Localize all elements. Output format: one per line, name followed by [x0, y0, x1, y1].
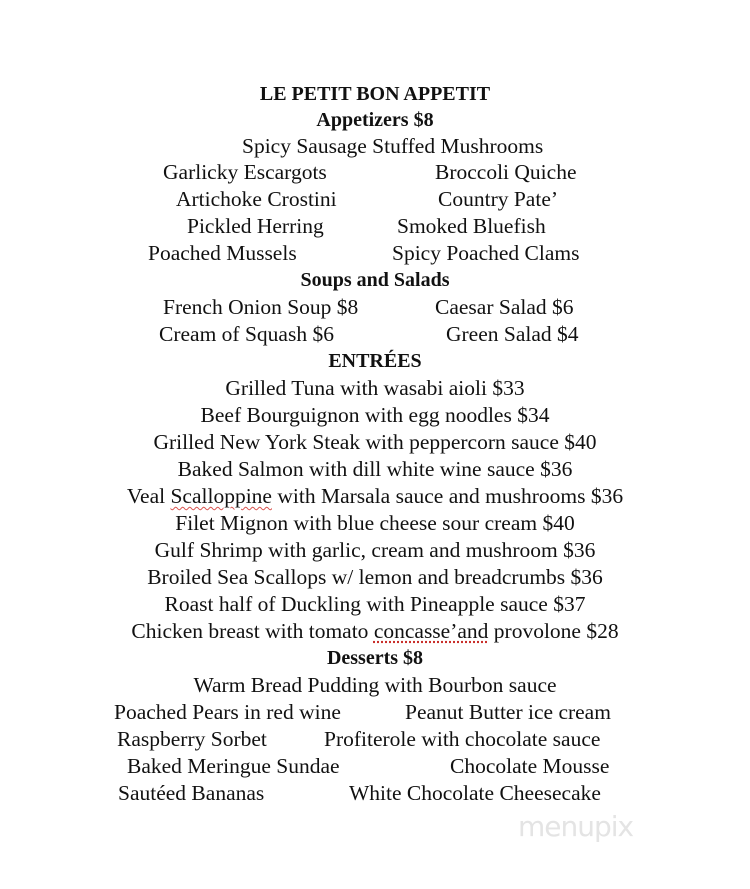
menu-item: Country Pate’ — [438, 187, 559, 211]
item-text: Chicken breast with tomato — [131, 619, 374, 643]
menu-item: French Onion Soup $8 — [163, 295, 359, 319]
menu-item: White Chocolate Cheesecake — [349, 781, 601, 805]
menu-item: Beef Bourguignon with egg noodles $34 — [200, 403, 550, 427]
menu-item: Caesar Salad $6 — [435, 295, 574, 319]
menu-item: Sautéed Bananas — [118, 781, 265, 805]
menu-item — [0, 618, 750, 644]
menu-item: Green Salad $4 — [446, 322, 579, 346]
restaurant-title: LE PETIT BON APPETIT — [259, 83, 491, 105]
menu-item: Filet Mignon with blue cheese sour cream $40 — [175, 511, 575, 535]
menu-item: Spicy Sausage Stuffed Mushrooms — [242, 134, 544, 158]
item-text: provolone $28 — [488, 619, 619, 643]
menu-item: Garlicky Escargots — [163, 160, 327, 184]
item-text: Veal — [126, 484, 171, 508]
menu-item: Smoked Bluefish — [397, 214, 546, 238]
menu-item: Broccoli Quiche — [435, 160, 577, 184]
spellcheck-word: Scalloppine — [170, 484, 272, 508]
menu-item: Baked Salmon with dill white wine sauce $36 — [177, 457, 573, 481]
menu-item: Chocolate Mousse — [450, 754, 610, 778]
soups-heading: Soups and Salads — [300, 269, 450, 291]
menu-item: Broiled Sea Scallops w/ lemon and breadcrumbs $36 — [147, 565, 603, 589]
entrees-heading: ENTRÉES — [328, 350, 422, 372]
menu-item: Peanut Butter ice cream — [405, 700, 611, 724]
menu-item — [0, 483, 750, 509]
watermark-logo: menupix — [518, 810, 634, 843]
menu-item: Grilled Tuna with wasabi aioli $33 — [225, 376, 525, 400]
menu-item: Profiterole with chocolate sauce — [324, 727, 601, 751]
appetizers-heading: Appetizers $8 — [316, 109, 434, 131]
menu-item: Poached Mussels — [148, 241, 297, 265]
menu-item: Baked Meringue Sundae — [127, 754, 340, 778]
menu-item: Warm Bread Pudding with Bourbon sauce — [193, 673, 557, 697]
menu-item: Artichoke Crostini — [176, 187, 337, 211]
menu-item: Poached Pears in red wine — [114, 700, 341, 724]
menu-item: Gulf Shrimp with garlic, cream and mushroom $36 — [154, 538, 596, 562]
menu-item: Cream of Squash $6 — [159, 322, 334, 346]
menu-item: Raspberry Sorbet — [117, 727, 267, 751]
menu-item: Pickled Herring — [187, 214, 324, 238]
menu-item: Grilled New York Steak with peppercorn sauce $40 — [153, 430, 597, 454]
menu-item: Spicy Poached Clams — [392, 241, 580, 265]
item-text: with Marsala sauce and mushrooms $36 — [271, 484, 624, 508]
menu-item: Roast half of Duckling with Pineapple sauce $37 — [164, 592, 586, 616]
spellcheck-word: concasse’and — [373, 619, 489, 643]
desserts-heading: Desserts $8 — [326, 647, 424, 669]
